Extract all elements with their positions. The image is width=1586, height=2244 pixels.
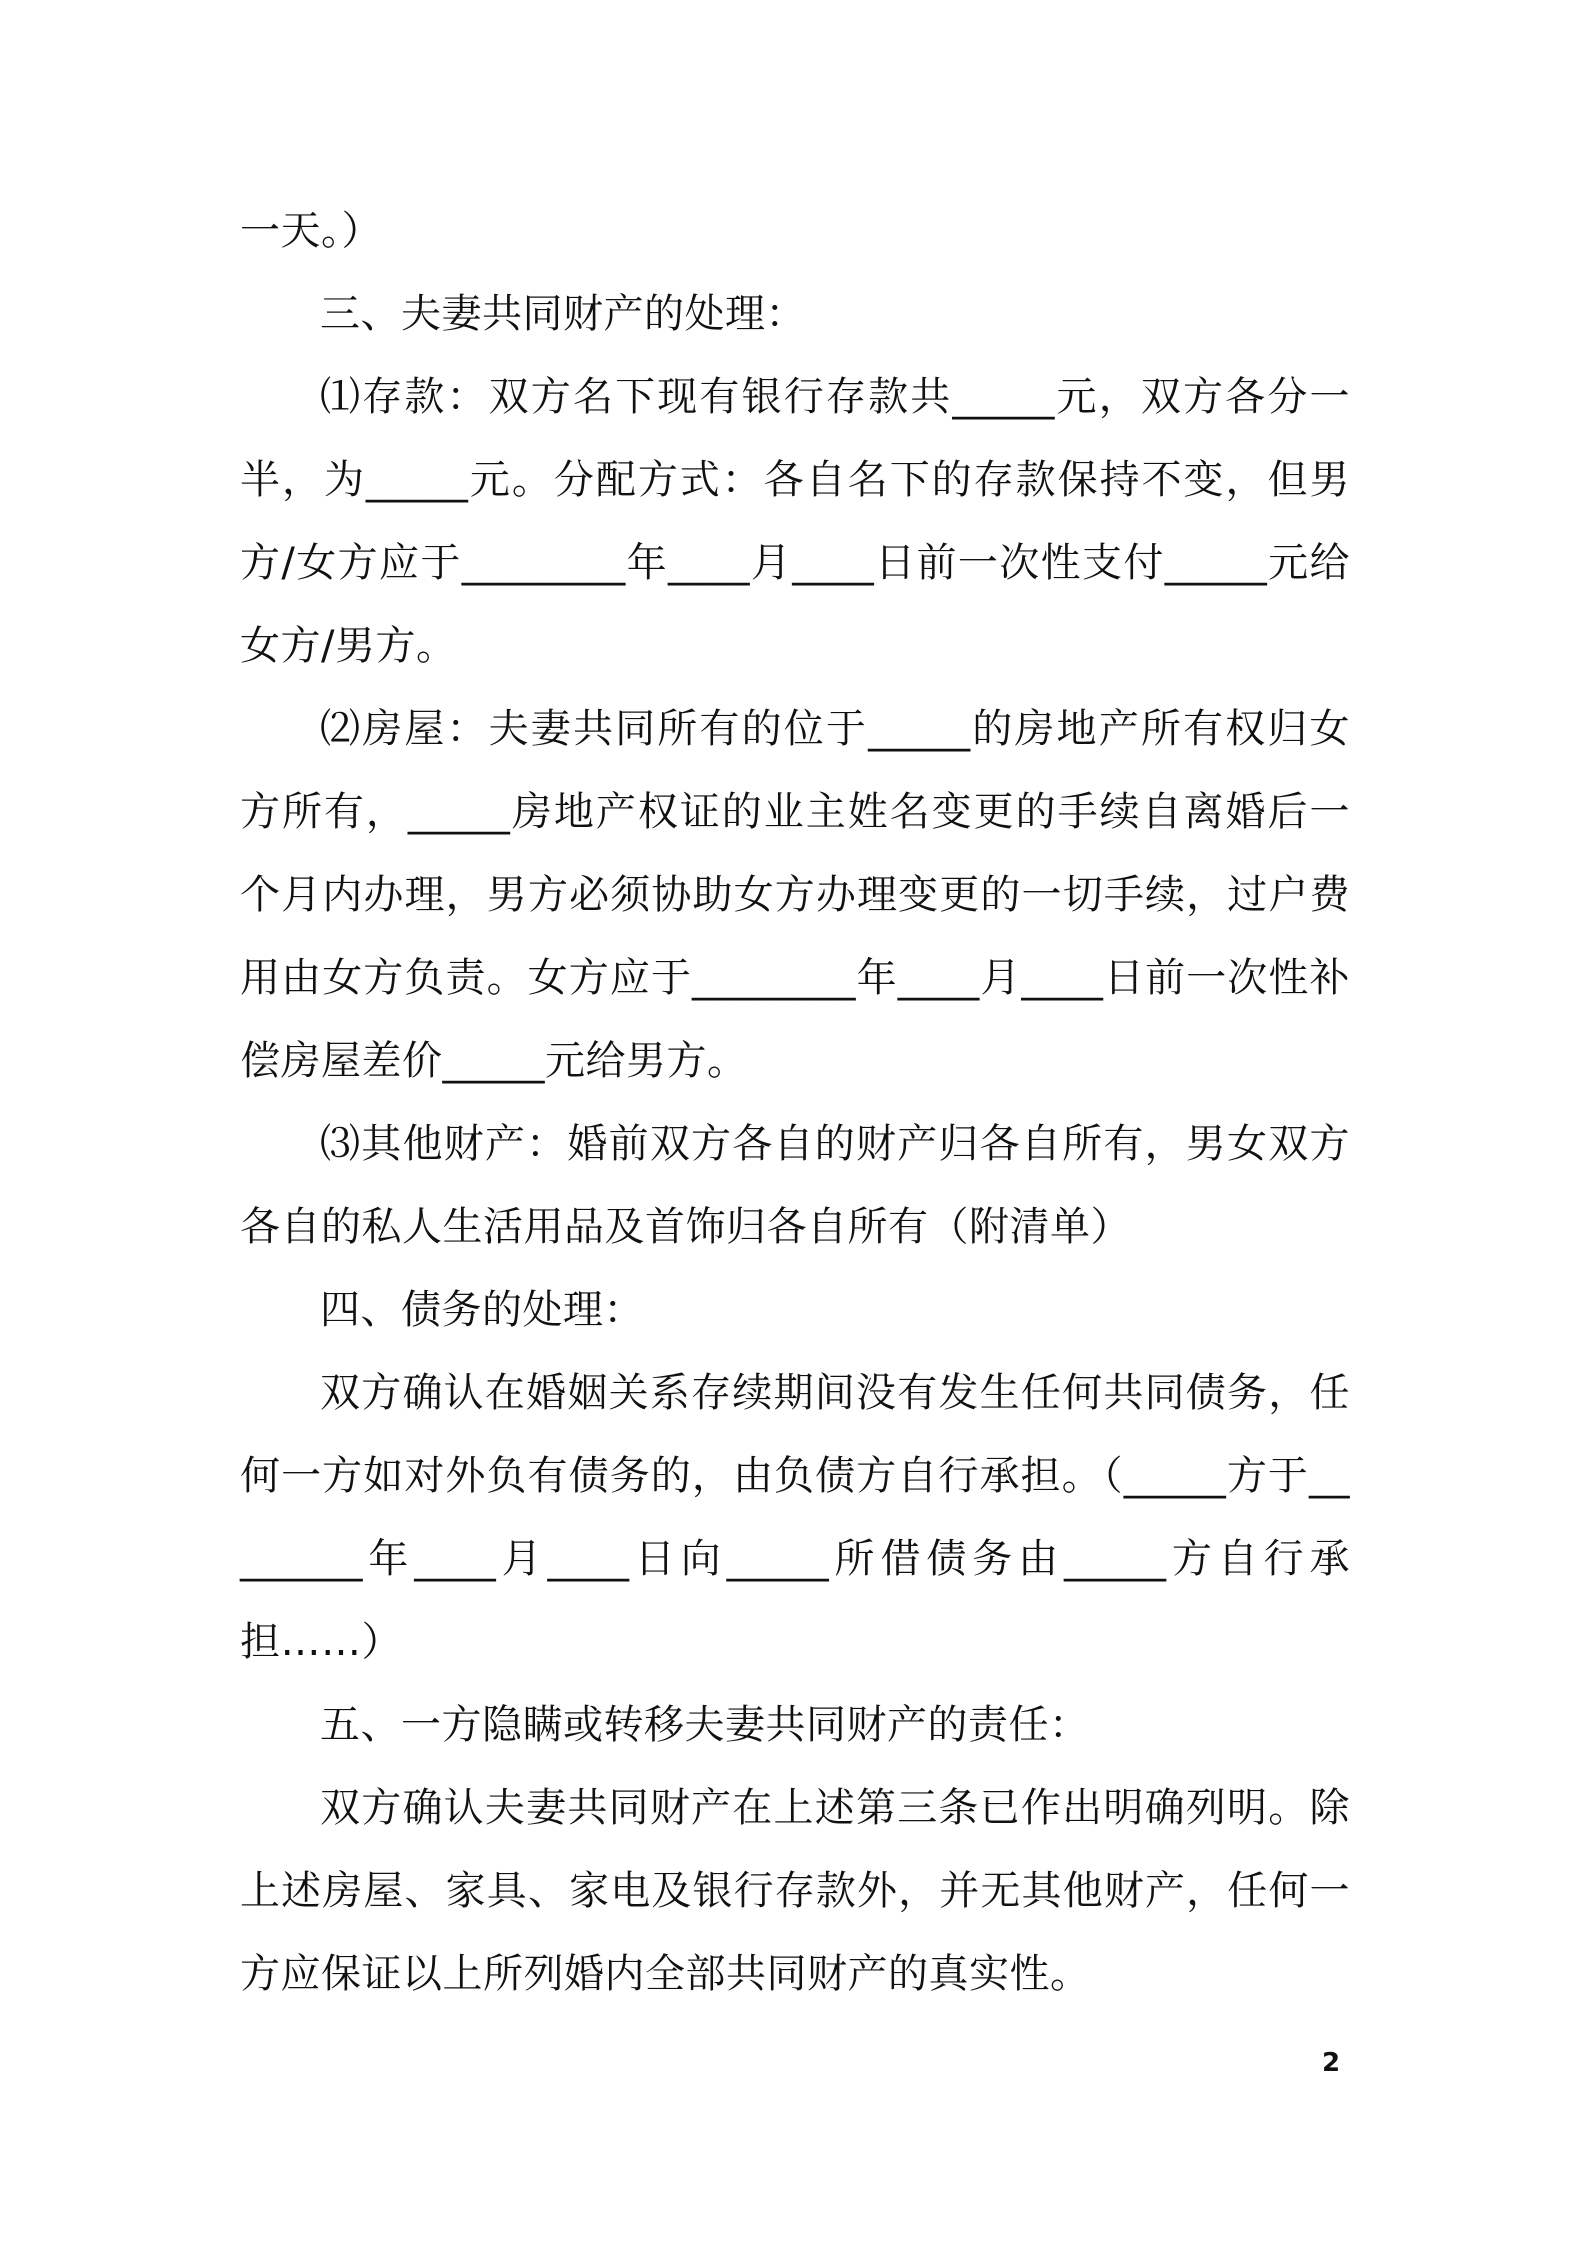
paragraph-debts: 双方确认在婚姻关系存续期间没有发生任何共同债务，任何一方如对外负有债务的，由负债方自行承担。（_____方于________年____月____日向_____所借债务由_____方自行承担……）	[240, 1370, 1350, 1665]
paragraph-other-property: ⑶其他财产：婚前双方各自的财产归各自所有，男女双方各自的私人生活用品及首饰归各自所有（附清单）	[240, 1121, 1350, 1250]
document-body	[240, 190, 1350, 2090]
paragraph-house: ⑵房屋：夫妻共同所有的位于_____的房地产所有权归女方所有，_____房地产权证的业主姓名变更的手续自离婚后一个月内办理，男方必须协助女方办理变更的一切手续，过户费用由女方负责。女方应于________年____月____日前一次性补偿房屋差价_____元给男方。	[240, 706, 1350, 1084]
page-number: 2	[1322, 2048, 1341, 2078]
paragraph-continuation: 一天。）	[240, 208, 382, 254]
section-heading-3: 三、夫妻共同财产的处理：	[320, 291, 806, 337]
section-heading-5: 五、一方隐瞒或转移夫妻共同财产的责任：	[320, 1702, 1090, 1748]
paragraph-concealment: 双方确认夫妻共同财产在上述第三条已作出明确列明。除上述房屋、家具、家电及银行存款外，并无其他财产，任何一方应保证以上所列婚内全部共同财产的真实性。	[240, 1785, 1350, 1997]
paragraph-savings: ⑴存款：双方名下现有银行存款共_____元，双方各分一半，为_____元。分配方式：各自名下的存款保持不变，但男方/女方应于________年____月____日前一次性支付_____元给女方/男方。	[240, 374, 1350, 669]
section-heading-4: 四、债务的处理：	[320, 1287, 644, 1333]
